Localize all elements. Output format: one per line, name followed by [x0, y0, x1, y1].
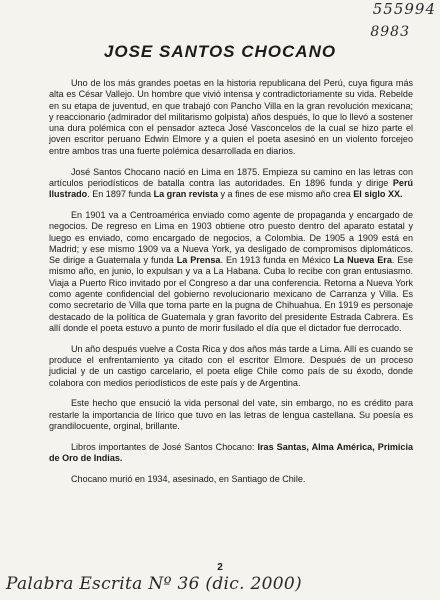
paragraph-text: Uno de los más grandes poetas en la historia republicana del Perú, cuya figura más alta es César Vallejo. Un hombre que vivió intensa y contradictoriamente su vida. Rebelde en su etapa de juventud, en que trabajó con Pancho Villa en la gran revolución mexicana; y reaccionario (admirador del militarismo golpista) años después, lo que lo llevó a sostener una dura polémica con el pensador azteca José Vasconcelos de la cual se hizo parte el joven escritor peruano Edwin Elmore y a quien el poeta asesinó en un violento forcejeo entre ambos tras una fuerte polémica desarrollada en diarios.: [49, 78, 413, 156]
paragraph-text: . Ese mismo año, en junio, lo expulsan y va a La Habana. Cuba lo recibe con gran entusiasmo. Viaja a Puerto Rico invitado por el Congreso a dar una conferencia. Retorna a Nueva York como agente confidencial del gobierno revolucionario mexicano de Carranza y Villa. Es como secretario de Villa que toma parte en la pugna de Chihuahua. En 1919 es personaje destacado de la política de Guatemala y gran favorito del presidente Estrada Cabrera. Es allí donde el poeta estuvo a punto de morir fusilado el día que el dictador fue derrocado.: [49, 255, 413, 333]
paragraph-text: . En 1897 funda: [87, 189, 154, 200]
handwritten-reference-number: 8983: [370, 24, 410, 40]
paragraph-text: Chocano murió en 1934, asesinado, en Santiago de Chile.: [71, 473, 306, 484]
page-number: 2: [217, 562, 223, 573]
body-paragraph: [49, 474, 413, 485]
body-paragraph: [49, 442, 413, 465]
paragraph-text: y a fines de ese mismo año crea: [217, 189, 354, 200]
bold-title-text: Perú Ilustrado: [49, 177, 413, 200]
article-body: [49, 78, 413, 495]
paragraph-text: José Santos Chocano nació en Lima en 1875. Empieza su camino en las letras con artículos periodísticos de batalla contra las autoridades. En 1896 funda y dirige: [49, 166, 413, 188]
bold-title-text: La Prensa: [176, 255, 221, 266]
body-paragraph: [49, 78, 413, 157]
bold-title-text: La gran revista: [153, 189, 218, 200]
bold-title-text: Iras Santas, Alma América, Primicia de Oro de Indias.: [49, 441, 413, 464]
paragraph-text: Libros importantes de José Santos Chocano:: [71, 441, 258, 452]
body-paragraph: [49, 344, 413, 389]
article-title: JOSE SANTOS CHOCANO: [103, 42, 337, 61]
bold-title-text: La Nueva Era: [333, 255, 392, 266]
paragraph-text: . En 1913 funda en México: [220, 255, 334, 266]
paragraph-text: Este hecho que ensució la vida personal del vate, sin embargo, no es crédito para restarle la importancia de lírico que tuvo en las letras de lengua castellana. Su poesía es grandilocuente, orginal, brillante.: [49, 398, 413, 432]
body-paragraph: [49, 210, 413, 334]
body-paragraph: [49, 398, 413, 432]
handwritten-source-note: Palabra Escrita Nº 36 (dic. 2000): [6, 574, 302, 594]
paragraph-text: Un año después vuelve a Costa Rica y dos años más tarde a Lima. Allí es cuando se produce el enfrentamiento ya citado con el escritor Elmore. Después de un proceso judicial y de un castigo carcelario, el poeta elige Chile como país de su éxodo, donde colabora con medios periodísticos de este país y de Argentina.: [49, 343, 413, 388]
bold-title-text: El siglo XX.: [353, 189, 403, 200]
paragraph-text: En 1901 va a Centroamérica enviado como agente de propaganda y encargado de negocios. De regreso en Lima en 1903 obtiene otro puesto dentro del aparato estatal y luego es enviado, como encargado de negocios, a Colombia. De 1905 a 1909 está en Madrid; y ese mismo 1909 va a Nueva York, ya desligado de compromisos diplomáticos. Se dirige a Guatemala y funda: [49, 209, 413, 266]
body-paragraph: [49, 167, 413, 201]
handwritten-catalog-number: 555994: [372, 0, 436, 18]
